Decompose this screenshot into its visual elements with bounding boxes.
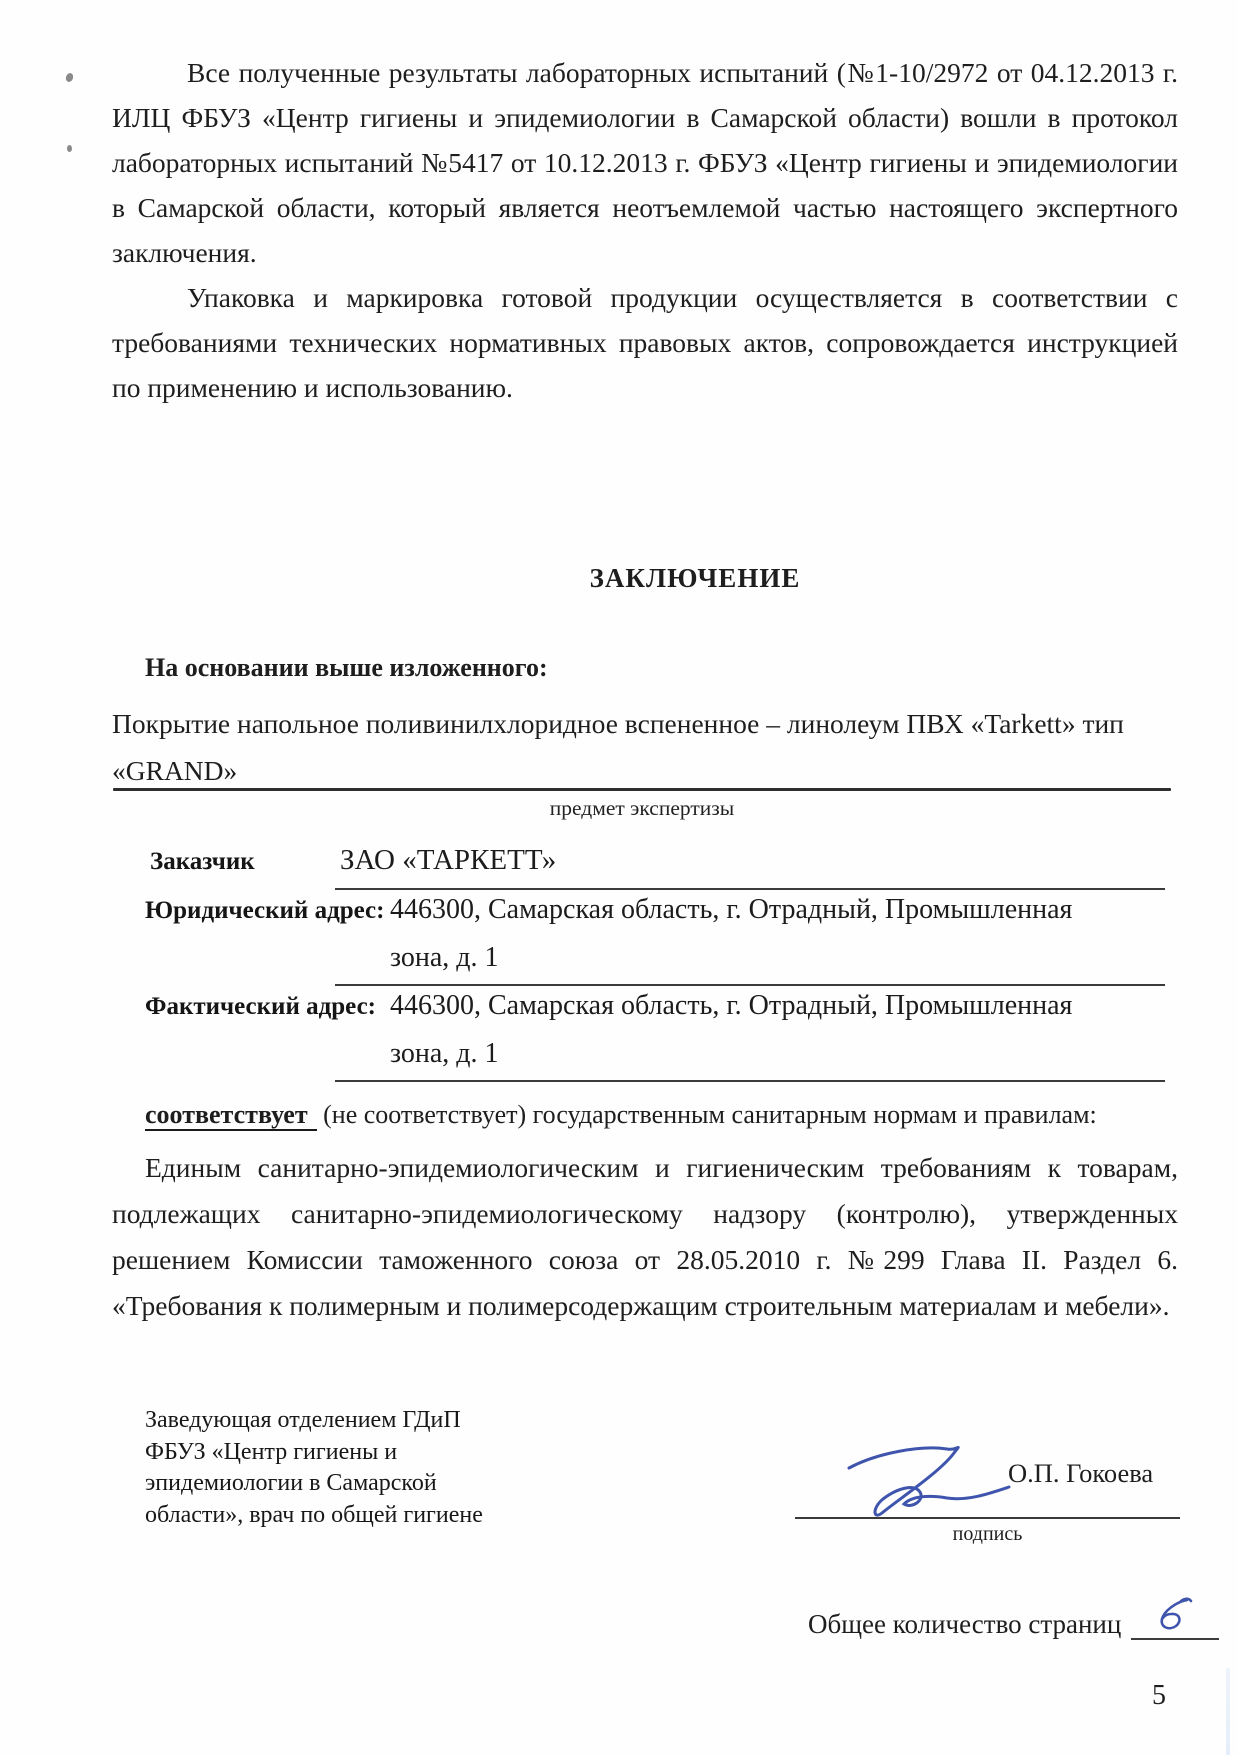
paragraph-lab-results: Все полученные результаты лабораторных испытаний (№1-10/2972 от 04.12.2013 г. ИЛЦ ФБУЗ «Центр гигиены и эпидемиологии в Самарской области) вошли в протокол лабораторных испытаний №5417 от 10.12.2013 г. ФБУЗ «Центр гигиены и эпидемиологии в Самарской области, который является неотъемлемой частью настоящего экспертного заключения.	[112, 57, 1178, 268]
total-pages	[808, 1608, 1219, 1640]
position-line: области», врач по общей гигиене	[145, 1501, 483, 1528]
total-pages-label: Общее количество страниц	[808, 1609, 1122, 1639]
position-line: ФБУЗ «Центр гигиены и	[145, 1438, 398, 1465]
compliance-rest: (не соответствует) государственным санитарным нормам и правилам:	[316, 1100, 1097, 1129]
scan-artifact	[67, 145, 72, 152]
subject-text	[112, 700, 1178, 794]
subject-line-2: «GRAND»	[112, 755, 238, 786]
page-count-stroke	[1162, 1599, 1191, 1628]
total-pages-blank	[1131, 1608, 1219, 1640]
compliance-verdict: соответствует	[145, 1100, 317, 1131]
compliance-statement	[145, 1100, 1097, 1130]
requirements-paragraph: Единым санитарно-эпидемиологическим и гигиеническим требованиям к товарам, подлежащих санитарно-эпидемиологическому надзору (контролю), утвержденных решением Комиссии таможенного союза от 28.05.2010 г. №299 Глава II. Раздел 6. «Требования к полимерным и полимерсодержащим строительным материалам и мебели».	[112, 1152, 1178, 1321]
legal-address-line2: зона, д. 1	[390, 942, 499, 973]
conclusion-heading: ЗАКЛЮЧЕНИЕ	[589, 563, 801, 593]
signature-line	[795, 1517, 1180, 1519]
legal-address-line1: 446300, Самарская область, г. Отрадный, Промышленная	[390, 894, 1073, 925]
table-rule	[335, 984, 1165, 986]
signature-stroke	[849, 1447, 1009, 1515]
position-line: эпидемиологии в Самарской	[145, 1470, 437, 1496]
page-number: 5	[1152, 1680, 1166, 1711]
actual-address-label: Фактический адрес:	[145, 993, 376, 1020]
handwritten-page-count	[1151, 1594, 1193, 1636]
legal-address-label: Юридический адрес:	[145, 897, 385, 924]
basis-statement: На основании выше изложенного:	[145, 653, 548, 682]
customer-label: Заказчик	[150, 848, 255, 875]
paragraph-packaging: Упаковка и маркировка готовой продукции осуществляется в соответствии с требованиями технических нормативных правовых актов, сопровождается инструкцией по применению и использованию.	[112, 282, 1178, 403]
handwritten-signature	[845, 1436, 1015, 1521]
scan-artifact	[65, 72, 75, 83]
customer-value: ЗАО «ТАРКЕТТ»	[340, 844, 557, 876]
signature-caption: подпись	[952, 1523, 1023, 1545]
signatory-position	[145, 1405, 505, 1531]
position-line: Заведующая отделением ГДиП	[145, 1407, 461, 1433]
actual-address-line2: зона, д. 1	[390, 1038, 499, 1069]
subject-caption: предмет экспертизы	[549, 796, 735, 820]
subject-underline	[113, 788, 1171, 791]
signatory-name: О.П. Гокоева	[1008, 1458, 1154, 1488]
scan-artifact	[1226, 1668, 1230, 1755]
table-rule	[335, 1080, 1165, 1082]
subject-line-1: Покрытие напольное поливинилхлоридное вспененное – линолеум ПВХ «Tarkett» тип	[112, 708, 1124, 739]
table-rule	[335, 888, 1165, 890]
actual-address-line1: 446300, Самарская область, г. Отрадный, Промышленная	[390, 990, 1073, 1021]
